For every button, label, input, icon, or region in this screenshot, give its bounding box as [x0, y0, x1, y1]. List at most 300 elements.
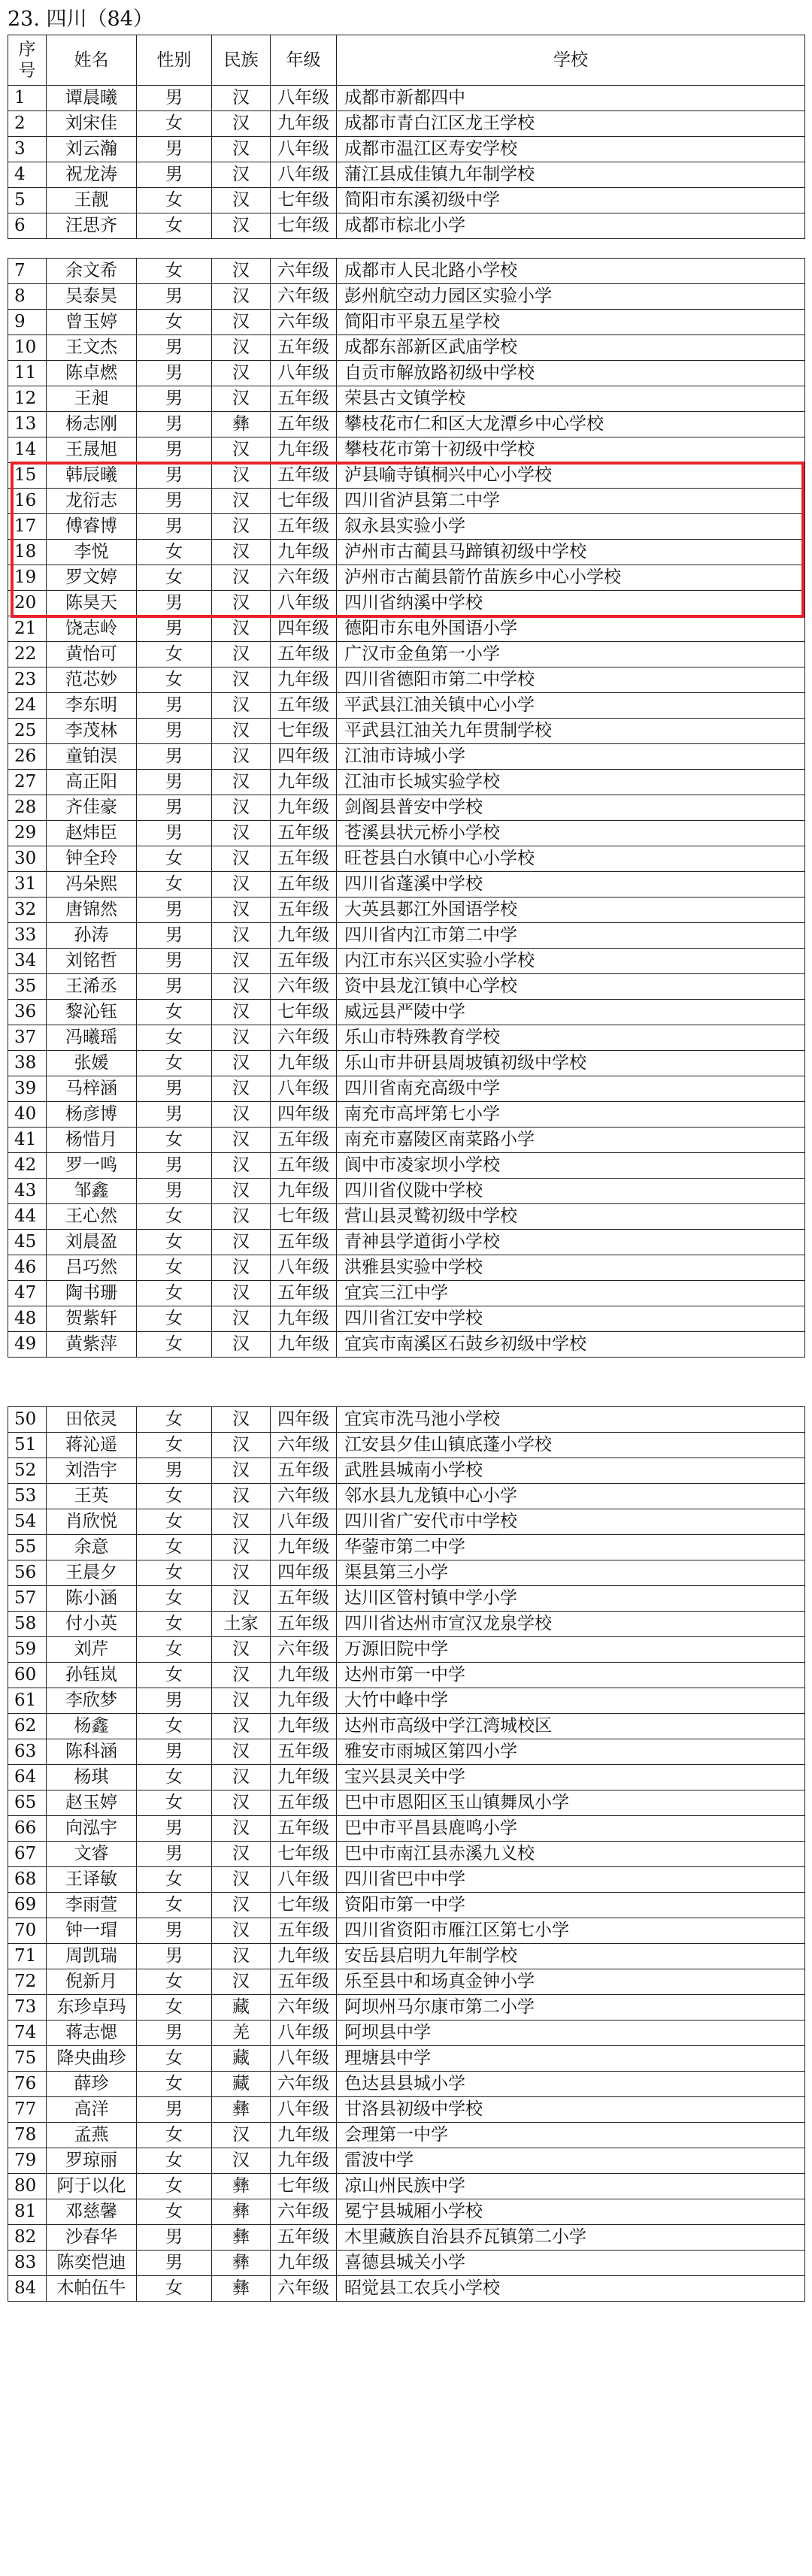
cell-ethnicity: 汉: [212, 137, 271, 162]
table-row: [8, 2097, 805, 2123]
table-row: [8, 565, 805, 591]
cell-index: 77: [8, 2097, 47, 2123]
cell-name: 冯朵熙: [47, 872, 137, 898]
cell-index: 2: [8, 111, 47, 137]
cell-index: 30: [8, 846, 47, 872]
cell-gender: 女: [137, 310, 212, 335]
table-row: [8, 974, 805, 1000]
cell-index: 3: [8, 137, 47, 162]
table-row: [8, 259, 805, 284]
cell-name: 邹鑫: [47, 1179, 137, 1204]
table-row: [8, 821, 805, 846]
cell-index: 57: [8, 1586, 47, 1612]
cell-name: 薛珍: [47, 2072, 137, 2097]
cell-school: 乐至县中和场真金钟小学: [337, 1969, 805, 1995]
cell-school: 四川省纳溪中学校: [337, 591, 805, 616]
cell-school: 阆中市凌家坝小学校: [337, 1153, 805, 1179]
cell-school: 自贡市解放路初级中学校: [337, 361, 805, 386]
cell-grade: 八年级: [271, 86, 337, 111]
cell-grade: 四年级: [271, 1102, 337, 1128]
cell-gender: 男: [137, 284, 212, 310]
cell-school: 阿坝县中学: [337, 2021, 805, 2046]
table-row: [8, 310, 805, 335]
cell-school: 成都市新都四中: [337, 86, 805, 111]
table-row: [8, 1790, 805, 1816]
table-row: [8, 137, 805, 162]
cell-school: 南充市嘉陵区南菜路小学: [337, 1128, 805, 1153]
cell-grade: 八年级: [271, 2021, 337, 2046]
cell-ethnicity: 汉: [212, 86, 271, 111]
cell-name: 黄怡可: [47, 642, 137, 667]
cell-name: 向泓宇: [47, 1816, 137, 1842]
cell-ethnicity: 汉: [212, 310, 271, 335]
cell-index: 18: [8, 540, 47, 565]
table-row: [8, 412, 805, 437]
cell-index: 54: [8, 1509, 47, 1535]
cell-name: 杨志刚: [47, 412, 137, 437]
cell-gender: 女: [137, 1281, 212, 1306]
cell-ethnicity: 汉: [212, 1458, 271, 1484]
cell-gender: 男: [137, 770, 212, 795]
cell-name: 王昶: [47, 386, 137, 412]
table-row: [8, 872, 805, 898]
cell-index: 75: [8, 2046, 47, 2072]
cell-gender: 男: [137, 1816, 212, 1842]
cell-school: 泸州市古蔺县箭竹苗族乡中心小学校: [337, 565, 805, 591]
cell-index: 73: [8, 1995, 47, 2021]
cell-name: 黎沁钰: [47, 1000, 137, 1025]
cell-grade: 五年级: [271, 1790, 337, 1816]
cell-ethnicity: 汉: [212, 1739, 271, 1765]
cell-gender: 女: [137, 2148, 212, 2174]
table-row: [8, 213, 805, 239]
cell-gender: 女: [137, 1893, 212, 1918]
cell-ethnicity: 汉: [212, 770, 271, 795]
cell-grade: 六年级: [271, 1637, 337, 1663]
cell-school: 蒲江县成佳镇九年制学校: [337, 162, 805, 188]
cell-ethnicity: 彝: [212, 2097, 271, 2123]
cell-index: 31: [8, 872, 47, 898]
cell-school: 平武县江油关九年贯制学校: [337, 719, 805, 744]
cell-school: 大竹中峰中学: [337, 1688, 805, 1714]
cell-index: 15: [8, 463, 47, 489]
cell-grade: 八年级: [271, 1076, 337, 1102]
table-row: [8, 1995, 805, 2021]
cell-ethnicity: 汉: [212, 591, 271, 616]
cell-school: 达州市高级中学江湾城校区: [337, 1714, 805, 1739]
cell-ethnicity: 汉: [212, 514, 271, 540]
cell-name: 蒋沁遥: [47, 1433, 137, 1458]
cell-grade: 五年级: [271, 1230, 337, 1255]
cell-gender: 男: [137, 1458, 212, 1484]
cell-name: 田依灵: [47, 1407, 137, 1433]
table-row: [8, 616, 805, 642]
cell-gender: 女: [137, 1586, 212, 1612]
cell-school: 巴中市南江县赤溪九义校: [337, 1842, 805, 1867]
cell-school: 营山县灵鹫初级中学校: [337, 1204, 805, 1230]
cell-index: 78: [8, 2123, 47, 2148]
cell-ethnicity: 彝: [212, 2174, 271, 2199]
cell-ethnicity: 汉: [212, 1204, 271, 1230]
cell-index: 9: [8, 310, 47, 335]
cell-ethnicity: 汉: [212, 949, 271, 974]
table-row: [8, 1509, 805, 1535]
cell-name: 唐锦然: [47, 898, 137, 923]
cell-name: 降央曲珍: [47, 2046, 137, 2072]
cell-school: 旺苍县白水镇中心小学校: [337, 846, 805, 872]
cell-grade: 九年级: [271, 1765, 337, 1790]
cell-gender: 女: [137, 1560, 212, 1586]
cell-grade: 六年级: [271, 2276, 337, 2302]
cell-name: 刘宋佳: [47, 111, 137, 137]
cell-school: 武胜县城南小学校: [337, 1458, 805, 1484]
cell-school: 四川省德阳市第二中学校: [337, 667, 805, 693]
table-row: [8, 2251, 805, 2276]
cell-grade: 五年级: [271, 1739, 337, 1765]
cell-gender: 男: [137, 821, 212, 846]
cell-gender: 女: [137, 1204, 212, 1230]
cell-gender: 女: [137, 1714, 212, 1739]
cell-ethnicity: 藏: [212, 2072, 271, 2097]
cell-index: 50: [8, 1407, 47, 1433]
cell-gender: 男: [137, 923, 212, 949]
cell-gender: 女: [137, 872, 212, 898]
cell-ethnicity: 汉: [212, 1230, 271, 1255]
cell-grade: 七年级: [271, 489, 337, 514]
cell-gender: 男: [137, 1102, 212, 1128]
cell-gender: 男: [137, 2097, 212, 2123]
cell-grade: 六年级: [271, 1025, 337, 1051]
cell-grade: 五年级: [271, 1458, 337, 1484]
cell-gender: 女: [137, 2276, 212, 2302]
cell-grade: 八年级: [271, 2046, 337, 2072]
cell-school: 四川省泸县第二中学: [337, 489, 805, 514]
cell-gender: 男: [137, 898, 212, 923]
cell-gender: 女: [137, 1790, 212, 1816]
cell-index: 67: [8, 1842, 47, 1867]
table-row: [8, 1663, 805, 1688]
table-row: [8, 1051, 805, 1076]
cell-school: 资阳市第一中学: [337, 1893, 805, 1918]
table-row: [8, 1714, 805, 1739]
table-row: [8, 795, 805, 821]
cell-school: 四川省广安代市中学校: [337, 1509, 805, 1535]
cell-gender: 男: [137, 744, 212, 770]
cell-ethnicity: 汉: [212, 1816, 271, 1842]
cell-school: 四川省内江市第二中学: [337, 923, 805, 949]
cell-index: 17: [8, 514, 47, 540]
cell-ethnicity: 土家: [212, 1612, 271, 1637]
cell-grade: 四年级: [271, 744, 337, 770]
cell-index: 12: [8, 386, 47, 412]
cell-school: 冕宁县城厢小学校: [337, 2199, 805, 2225]
cell-grade: 五年级: [271, 846, 337, 872]
cell-grade: 六年级: [271, 1995, 337, 2021]
table-row: [8, 1765, 805, 1790]
cell-name: 杨琪: [47, 1765, 137, 1790]
cell-school: 剑阁县普安中学校: [337, 795, 805, 821]
header-school: 学校: [337, 35, 805, 86]
cell-name: 王英: [47, 1484, 137, 1509]
roster-table-part-1: [8, 35, 805, 239]
cell-grade: 五年级: [271, 412, 337, 437]
cell-school: 雅安市雨城区第四小学: [337, 1739, 805, 1765]
cell-gender: 男: [137, 1076, 212, 1102]
cell-school: 雷波中学: [337, 2148, 805, 2174]
cell-ethnicity: 汉: [212, 1255, 271, 1281]
cell-index: 19: [8, 565, 47, 591]
cell-gender: 男: [137, 1153, 212, 1179]
cell-school: 四川省巴中中学: [337, 1867, 805, 1893]
cell-grade: 七年级: [271, 1893, 337, 1918]
cell-grade: 六年级: [271, 565, 337, 591]
cell-gender: 女: [137, 565, 212, 591]
cell-grade: 九年级: [271, 1051, 337, 1076]
table-row: [8, 2072, 805, 2097]
cell-gender: 女: [137, 1969, 212, 1995]
table-row: [8, 2199, 805, 2225]
cell-index: 53: [8, 1484, 47, 1509]
cell-index: 84: [8, 2276, 47, 2302]
table-row: [8, 1688, 805, 1714]
cell-gender: 男: [137, 795, 212, 821]
cell-ethnicity: 彝: [212, 2225, 271, 2251]
cell-name: 陈奕恺迪: [47, 2251, 137, 2276]
cell-name: 刘芹: [47, 1637, 137, 1663]
cell-school: 四川省南充高级中学: [337, 1076, 805, 1102]
cell-grade: 八年级: [271, 1255, 337, 1281]
cell-gender: 女: [137, 1867, 212, 1893]
cell-ethnicity: 汉: [212, 1281, 271, 1306]
cell-ethnicity: 汉: [212, 872, 271, 898]
cell-grade: 五年级: [271, 514, 337, 540]
cell-ethnicity: 羌: [212, 2021, 271, 2046]
table-row: [8, 1281, 805, 1306]
table-row: [8, 846, 805, 872]
cell-gender: 女: [137, 1306, 212, 1332]
cell-index: 22: [8, 642, 47, 667]
cell-ethnicity: 汉: [212, 1918, 271, 1944]
cell-grade: 六年级: [271, 259, 337, 284]
cell-gender: 男: [137, 591, 212, 616]
cell-name: 肖欣悦: [47, 1509, 137, 1535]
cell-grade: 五年级: [271, 1153, 337, 1179]
cell-ethnicity: 汉: [212, 1332, 271, 1358]
cell-ethnicity: 汉: [212, 719, 271, 744]
cell-school: 宜宾市南溪区石鼓乡初级中学校: [337, 1332, 805, 1358]
cell-ethnicity: 彝: [212, 412, 271, 437]
cell-index: 45: [8, 1230, 47, 1255]
cell-name: 曾玉婷: [47, 310, 137, 335]
cell-index: 6: [8, 213, 47, 239]
cell-index: 80: [8, 2174, 47, 2199]
cell-index: 52: [8, 1458, 47, 1484]
cell-school: 乐山市井研县周坡镇初级中学校: [337, 1051, 805, 1076]
table-row: [8, 1893, 805, 1918]
cell-gender: 女: [137, 1407, 212, 1433]
cell-grade: 五年级: [271, 693, 337, 719]
table-row: [8, 335, 805, 361]
cell-ethnicity: 汉: [212, 2148, 271, 2174]
roster-table-part-2: [8, 258, 805, 1358]
table-row: [8, 1535, 805, 1560]
cell-school: 巴中市平昌县鹿鸣小学: [337, 1816, 805, 1842]
section-heading: 23. 四川（84）: [8, 8, 153, 31]
table-row: [8, 1944, 805, 1969]
cell-index: 26: [8, 744, 47, 770]
cell-name: 蒋志愢: [47, 2021, 137, 2046]
cell-gender: 女: [137, 2072, 212, 2097]
cell-index: 47: [8, 1281, 47, 1306]
cell-index: 21: [8, 616, 47, 642]
roster-table-part-3: [8, 1406, 805, 2302]
cell-index: 65: [8, 1790, 47, 1816]
cell-gender: 男: [137, 361, 212, 386]
cell-school: 四川省资阳市雁江区第七小学: [337, 1918, 805, 1944]
cell-name: 木帕伍牛: [47, 2276, 137, 2302]
cell-name: 吕巧然: [47, 1255, 137, 1281]
cell-ethnicity: 汉: [212, 463, 271, 489]
table-row: [8, 1484, 805, 1509]
cell-name: 刘晨盈: [47, 1230, 137, 1255]
cell-gender: 男: [137, 2251, 212, 2276]
cell-grade: 九年级: [271, 1535, 337, 1560]
table-row: [8, 949, 805, 974]
cell-name: 冯曦瑶: [47, 1025, 137, 1051]
cell-ethnicity: 汉: [212, 1944, 271, 1969]
cell-gender: 女: [137, 1025, 212, 1051]
cell-name: 童铂淏: [47, 744, 137, 770]
cell-grade: 九年级: [271, 2251, 337, 2276]
table-row: [8, 1433, 805, 1458]
table-row: [8, 1306, 805, 1332]
cell-name: 汪思齐: [47, 213, 137, 239]
cell-grade: 八年级: [271, 361, 337, 386]
cell-gender: 男: [137, 386, 212, 412]
table-row: [8, 386, 805, 412]
cell-ethnicity: 汉: [212, 616, 271, 642]
cell-name: 余文希: [47, 259, 137, 284]
cell-gender: 男: [137, 514, 212, 540]
cell-gender: 男: [137, 693, 212, 719]
cell-name: 范芯妙: [47, 667, 137, 693]
cell-ethnicity: 汉: [212, 898, 271, 923]
cell-index: 38: [8, 1051, 47, 1076]
cell-index: 24: [8, 693, 47, 719]
cell-gender: 男: [137, 489, 212, 514]
cell-ethnicity: 汉: [212, 642, 271, 667]
cell-name: 陈卓燃: [47, 361, 137, 386]
cell-name: 谭晨曦: [47, 86, 137, 111]
cell-ethnicity: 汉: [212, 1688, 271, 1714]
cell-grade: 九年级: [271, 2148, 337, 2174]
table-row: [8, 2225, 805, 2251]
table-row: [8, 489, 805, 514]
cell-grade: 六年级: [271, 2072, 337, 2097]
cell-name: 赵炜臣: [47, 821, 137, 846]
cell-school: 攀枝花市仁和区大龙潭乡中心学校: [337, 412, 805, 437]
cell-school: 乐山市特殊教育学校: [337, 1025, 805, 1051]
cell-school: 凉山州民族中学: [337, 2174, 805, 2199]
cell-ethnicity: 汉: [212, 1663, 271, 1688]
table-row: [8, 463, 805, 489]
cell-name: 邓慈馨: [47, 2199, 137, 2225]
cell-name: 王浠丞: [47, 974, 137, 1000]
cell-school: 成都市青白江区龙王学校: [337, 111, 805, 137]
cell-ethnicity: 汉: [212, 565, 271, 591]
cell-ethnicity: 汉: [212, 1509, 271, 1535]
cell-name: 罗文婷: [47, 565, 137, 591]
table-row: [8, 437, 805, 463]
cell-gender: 女: [137, 1535, 212, 1560]
table-row: [8, 1816, 805, 1842]
cell-school: 理塘县中学: [337, 2046, 805, 2072]
cell-index: 55: [8, 1535, 47, 1560]
cell-ethnicity: 汉: [212, 1407, 271, 1433]
cell-ethnicity: 汉: [212, 1484, 271, 1509]
cell-gender: 女: [137, 1612, 212, 1637]
cell-ethnicity: 汉: [212, 1179, 271, 1204]
cell-name: 赵玉婷: [47, 1790, 137, 1816]
cell-grade: 七年级: [271, 2174, 337, 2199]
table-row: [8, 1102, 805, 1128]
cell-index: 72: [8, 1969, 47, 1995]
cell-grade: 五年级: [271, 1281, 337, 1306]
cell-name: 韩辰曦: [47, 463, 137, 489]
cell-ethnicity: 汉: [212, 1842, 271, 1867]
cell-name: 孙钰岚: [47, 1663, 137, 1688]
table-row: [8, 2174, 805, 2199]
cell-ethnicity: 汉: [212, 923, 271, 949]
cell-school: 简阳市平泉五星学校: [337, 310, 805, 335]
cell-gender: 男: [137, 437, 212, 463]
cell-index: 8: [8, 284, 47, 310]
header-grade: 年级: [271, 35, 337, 86]
cell-ethnicity: 汉: [212, 437, 271, 463]
cell-ethnicity: 汉: [212, 846, 271, 872]
cell-index: 70: [8, 1918, 47, 1944]
cell-grade: 五年级: [271, 949, 337, 974]
table-row: [8, 514, 805, 540]
table-row: [8, 591, 805, 616]
cell-name: 齐佳豪: [47, 795, 137, 821]
cell-gender: 女: [137, 1765, 212, 1790]
cell-index: 23: [8, 667, 47, 693]
cell-ethnicity: 汉: [212, 1867, 271, 1893]
cell-name: 王晟旭: [47, 437, 137, 463]
cell-name: 钟全玲: [47, 846, 137, 872]
cell-name: 王文杰: [47, 335, 137, 361]
cell-name: 王心然: [47, 1204, 137, 1230]
table-header-row: [8, 35, 805, 86]
cell-name: 高正阳: [47, 770, 137, 795]
table-row: [8, 1128, 805, 1153]
cell-school: 江油市诗城小学: [337, 744, 805, 770]
cell-gender: 女: [137, 2123, 212, 2148]
cell-ethnicity: 汉: [212, 821, 271, 846]
cell-ethnicity: 汉: [212, 259, 271, 284]
cell-index: 76: [8, 2072, 47, 2097]
cell-school: 青神县学道街小学校: [337, 1230, 805, 1255]
table-row: [8, 2148, 805, 2174]
cell-ethnicity: 汉: [212, 1128, 271, 1153]
cell-ethnicity: 汉: [212, 1637, 271, 1663]
cell-gender: 女: [137, 188, 212, 213]
cell-grade: 五年级: [271, 1969, 337, 1995]
cell-gender: 女: [137, 1255, 212, 1281]
cell-gender: 男: [137, 1918, 212, 1944]
table-row: [8, 1458, 805, 1484]
